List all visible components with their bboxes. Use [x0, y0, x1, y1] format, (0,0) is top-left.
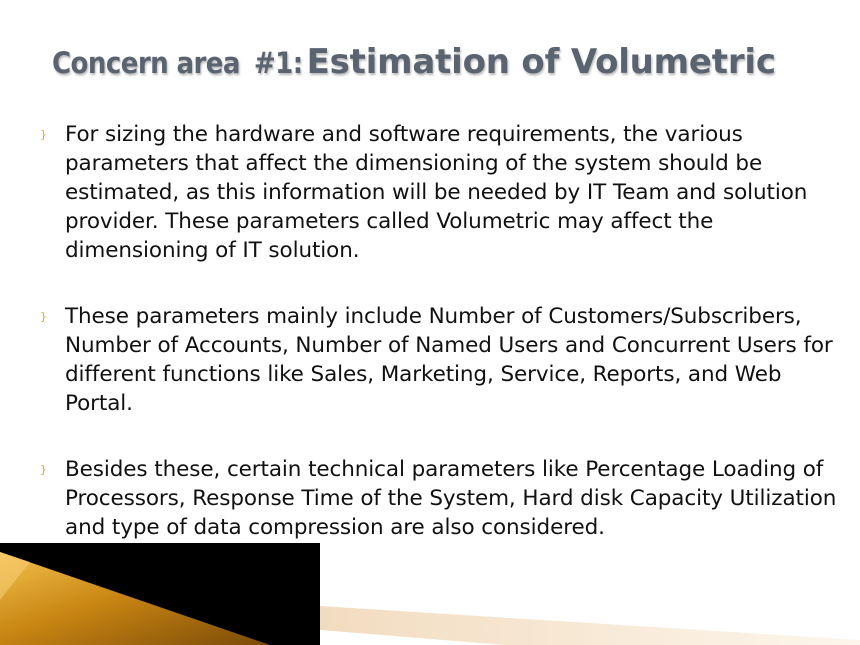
gold-highlight	[0, 552, 30, 600]
bullet-text: These parameters mainly include Number of Customers/Subscribers, Number of Accounts, Number of Named Users and Concurrent Users for different functions like Sales, Marketing, Service, Reports, and Web Portal.	[65, 304, 833, 416]
gold-wedge	[0, 552, 270, 645]
slide-title	[52, 42, 776, 82]
cream-stripe	[320, 606, 860, 645]
bullet-marker-icon: }	[40, 128, 47, 141]
title-prefix: Concern area	[52, 46, 240, 80]
bullet-marker-icon: }	[40, 463, 47, 476]
bullet-marker-icon: }	[40, 310, 47, 323]
bullet-item	[40, 302, 850, 418]
bullet-text: For sizing the hardware and software requirements, the various parameters that affect the dimensioning of the system should be estimated, as this information will be needed by IT Team and solution provider. These parameters called Volumetric may affect the dimensioning of IT solution.	[65, 122, 808, 263]
bullet-text: Besides these, certain technical parameters like Percentage Loading of Processors, Response Time of the System, Hard disk Capacity Utilization and type of data compression are also considered.	[65, 457, 837, 540]
title-number: #1:	[253, 46, 303, 80]
bullet-item	[40, 120, 850, 265]
black-wedge	[0, 543, 320, 645]
bullet-item	[40, 455, 850, 542]
title-main: Estimation of Volumetric	[306, 42, 776, 82]
